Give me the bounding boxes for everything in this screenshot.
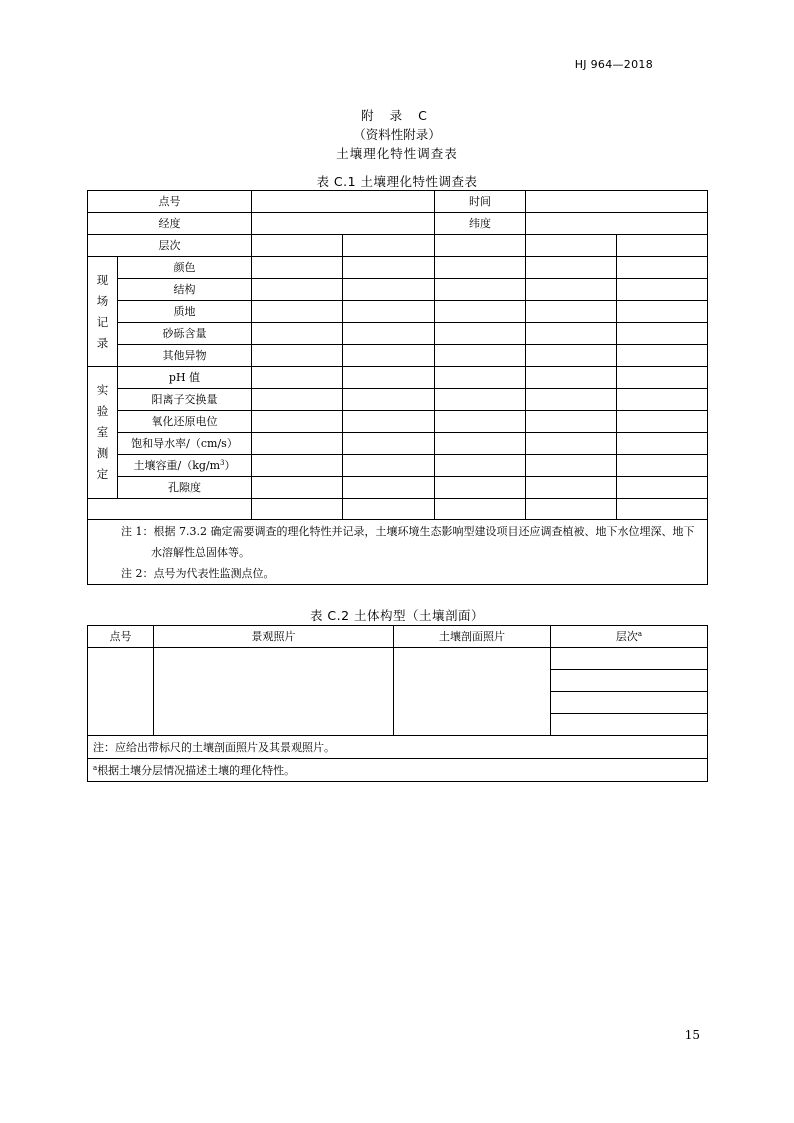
table-cell[interactable] bbox=[343, 477, 435, 499]
group-char: 室 bbox=[96, 425, 109, 439]
table-cell[interactable] bbox=[435, 499, 526, 520]
note-1: 注 1：根据 7.3.2 确定需要调查的理化特性并记录，土壤环境生态影响型建设项目还应调查植被、地下水位埋深、地下水溶解性总固体等。 bbox=[121, 524, 695, 559]
profile-photo-cell[interactable] bbox=[394, 648, 551, 736]
table-cell[interactable] bbox=[252, 279, 343, 301]
table-cell[interactable] bbox=[343, 499, 435, 520]
latitude-label: 纬度 bbox=[435, 213, 526, 235]
row-label-cation-exchange: 阳离子交换量 bbox=[118, 389, 252, 411]
table-cell[interactable] bbox=[343, 235, 435, 257]
table-cell[interactable] bbox=[617, 323, 708, 345]
table-cell[interactable] bbox=[252, 477, 343, 499]
group-char: 现 bbox=[96, 272, 109, 287]
latitude-value-cell[interactable] bbox=[526, 213, 708, 235]
table-cell[interactable] bbox=[526, 279, 617, 301]
table-cell[interactable] bbox=[526, 367, 617, 389]
table-cell[interactable] bbox=[617, 257, 708, 279]
appendix-type: （资料性附录） bbox=[353, 127, 441, 142]
table-cell[interactable] bbox=[252, 301, 343, 323]
group-char: 记 bbox=[96, 314, 109, 329]
table-cell[interactable] bbox=[526, 499, 617, 520]
table-cell[interactable] bbox=[252, 345, 343, 367]
col-header-profile-photo: 土壤剖面照片 bbox=[394, 626, 551, 648]
table-cell[interactable] bbox=[617, 345, 708, 367]
table2-footnote bbox=[88, 759, 708, 782]
table-cell[interactable] bbox=[435, 455, 526, 477]
table-cell[interactable] bbox=[617, 455, 708, 477]
col-header-layer-text: 层次 bbox=[615, 630, 638, 643]
layer-cell[interactable] bbox=[551, 714, 708, 736]
table-cell[interactable] bbox=[526, 477, 617, 499]
table-cell[interactable] bbox=[435, 477, 526, 499]
table-cell[interactable] bbox=[343, 323, 435, 345]
table2-caption: 表 C.2 土体构型（土壤剖面） bbox=[309, 608, 485, 623]
table-cell[interactable] bbox=[617, 235, 708, 257]
appendix-name: 土壤理化特性调查表 bbox=[336, 146, 458, 161]
table-cell[interactable] bbox=[617, 301, 708, 323]
table-cell[interactable] bbox=[617, 367, 708, 389]
table-cell[interactable] bbox=[617, 279, 708, 301]
table-cell[interactable] bbox=[435, 411, 526, 433]
table-cell[interactable] bbox=[252, 367, 343, 389]
table-cell[interactable] bbox=[252, 455, 343, 477]
row-label-ph: pH 值 bbox=[118, 367, 252, 389]
table1-caption: 表 C.1 土壤理化特性调查表 bbox=[316, 174, 478, 189]
table-cell[interactable] bbox=[252, 389, 343, 411]
table-cell[interactable] bbox=[435, 323, 526, 345]
table-cell[interactable] bbox=[252, 323, 343, 345]
group-char: 场 bbox=[96, 293, 109, 308]
row-label-texture: 质地 bbox=[118, 301, 252, 323]
appendix-title: 附 录 C bbox=[361, 108, 433, 123]
table-cell[interactable] bbox=[343, 279, 435, 301]
soil-profile-table bbox=[87, 625, 708, 782]
table-cell[interactable] bbox=[526, 301, 617, 323]
table-cell[interactable] bbox=[343, 345, 435, 367]
table-cell[interactable] bbox=[617, 433, 708, 455]
point-value-cell[interactable] bbox=[252, 191, 435, 213]
landscape-photo-cell[interactable] bbox=[154, 648, 394, 736]
table-cell[interactable] bbox=[252, 411, 343, 433]
col-header-layer bbox=[551, 626, 708, 648]
table-cell[interactable] bbox=[435, 367, 526, 389]
row-label-structure: 结构 bbox=[118, 279, 252, 301]
table-cell[interactable] bbox=[526, 257, 617, 279]
field-record-group-label bbox=[88, 257, 118, 367]
table-cell[interactable] bbox=[526, 345, 617, 367]
lab-measurement-group-label bbox=[88, 367, 118, 499]
table-cell[interactable] bbox=[526, 323, 617, 345]
soil-property-survey-table bbox=[87, 190, 708, 585]
point-cell[interactable] bbox=[88, 648, 154, 736]
table-cell[interactable] bbox=[435, 235, 526, 257]
standard-code: HJ 964—2018 bbox=[574, 58, 653, 71]
table-cell[interactable] bbox=[343, 367, 435, 389]
table-cell[interactable] bbox=[617, 389, 708, 411]
row-label-gravel-content: 砂砾含量 bbox=[118, 323, 252, 345]
table-cell[interactable] bbox=[526, 455, 617, 477]
col-header-landscape-photo: 景观照片 bbox=[154, 626, 394, 648]
table-cell[interactable] bbox=[252, 433, 343, 455]
row-label-redox-potential: 氧化还原电位 bbox=[118, 411, 252, 433]
table-cell[interactable] bbox=[526, 389, 617, 411]
footnote-marker: a bbox=[637, 630, 643, 638]
time-label: 时间 bbox=[435, 191, 526, 213]
layer-label: 层次 bbox=[88, 235, 252, 257]
footnote-marker: a bbox=[93, 763, 98, 772]
page-number: 15 bbox=[684, 1028, 700, 1042]
table-cell[interactable] bbox=[252, 257, 343, 279]
col-header-point: 点号 bbox=[88, 626, 154, 648]
row-label-color: 颜色 bbox=[118, 257, 252, 279]
footnote-text: 根据土壤分层情况描述土壤的理化特性。 bbox=[97, 763, 296, 777]
row-label-other-foreign-matter: 其他异物 bbox=[118, 345, 252, 367]
group-char: 测 bbox=[96, 446, 109, 460]
layer-cell[interactable] bbox=[551, 670, 708, 692]
table-cell[interactable] bbox=[526, 411, 617, 433]
group-char: 验 bbox=[96, 404, 109, 418]
table-cell[interactable] bbox=[343, 301, 435, 323]
table1-notes bbox=[88, 520, 708, 585]
table-cell[interactable] bbox=[617, 499, 708, 520]
table-cell[interactable] bbox=[252, 499, 343, 520]
table-cell[interactable] bbox=[343, 455, 435, 477]
group-char: 录 bbox=[96, 335, 109, 350]
table-cell[interactable] bbox=[343, 389, 435, 411]
time-value-cell[interactable] bbox=[526, 191, 708, 213]
table-cell[interactable] bbox=[435, 279, 526, 301]
table-cell[interactable] bbox=[88, 499, 252, 520]
note-2: 注 2：点号为代表性监测点位。 bbox=[121, 566, 275, 580]
point-label: 点号 bbox=[88, 191, 252, 213]
table2-note: 注：应给出带标尺的土壤剖面照片及其景观照片。 bbox=[88, 736, 708, 759]
table-cell[interactable] bbox=[343, 257, 435, 279]
table-cell[interactable] bbox=[343, 433, 435, 455]
table-cell[interactable] bbox=[435, 345, 526, 367]
table-cell[interactable] bbox=[526, 235, 617, 257]
longitude-value-cell[interactable] bbox=[252, 213, 435, 235]
group-char: 实 bbox=[96, 383, 109, 397]
row-label-porosity: 孔隙度 bbox=[118, 477, 252, 499]
superscript: 3 bbox=[220, 459, 225, 467]
layer-cell[interactable] bbox=[551, 648, 708, 670]
table-cell[interactable] bbox=[617, 411, 708, 433]
group-char: 定 bbox=[96, 467, 109, 481]
row-label-saturated-conductivity: 饱和导水率/（cm/s） bbox=[118, 433, 252, 455]
table-cell[interactable] bbox=[435, 433, 526, 455]
bulk-density-close: ） bbox=[224, 459, 236, 472]
longitude-label: 经度 bbox=[88, 213, 252, 235]
table-cell[interactable] bbox=[617, 477, 708, 499]
table-cell[interactable] bbox=[435, 389, 526, 411]
layer-cell[interactable] bbox=[551, 692, 708, 714]
table-cell[interactable] bbox=[252, 235, 343, 257]
table-cell[interactable] bbox=[435, 301, 526, 323]
bulk-density-text: 土壤容重/（kg/m bbox=[133, 459, 221, 472]
table-cell[interactable] bbox=[343, 411, 435, 433]
table-cell[interactable] bbox=[526, 433, 617, 455]
row-label-bulk-density bbox=[118, 455, 252, 477]
table-cell[interactable] bbox=[435, 257, 526, 279]
